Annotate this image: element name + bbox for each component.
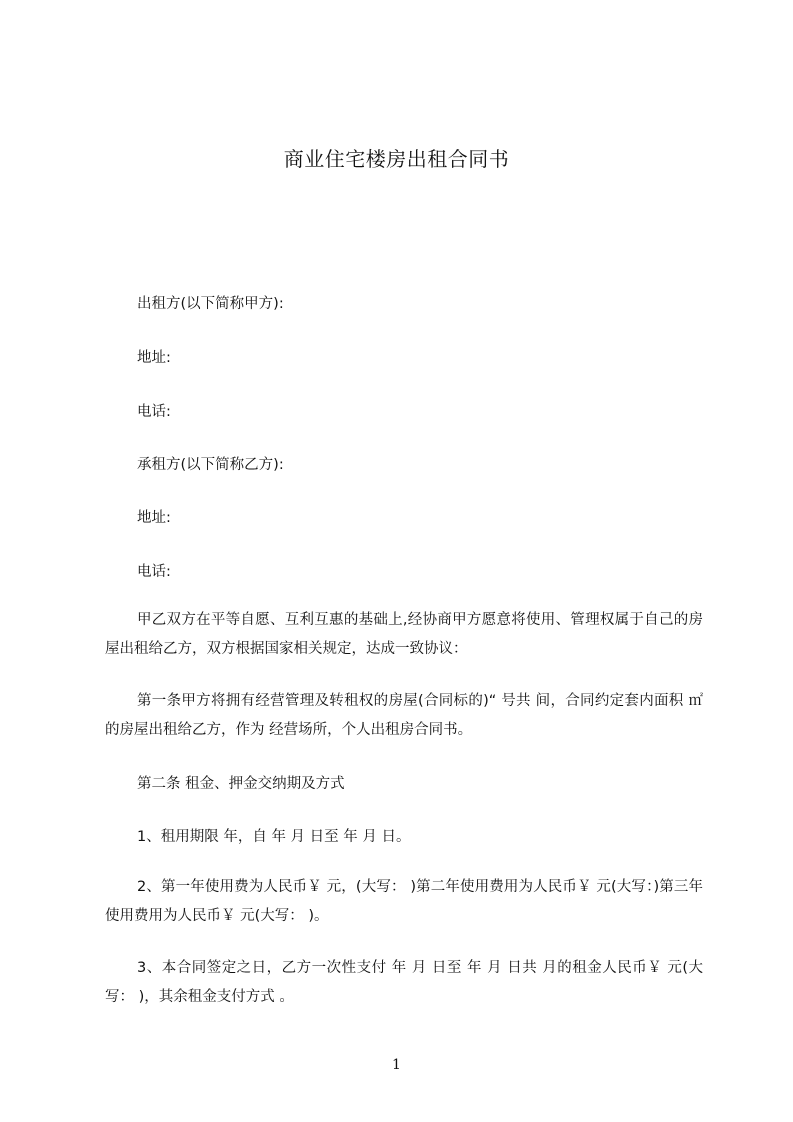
preamble-paragraph: 甲乙双方在平等自愿、互利互惠的基础上,经协商甲方愿意将使用、管理权属于自己的房屋出租给乙方，双方根据国家相关规定，达成一致协议：: [105, 612, 703, 657]
lessor-address-label: 地址:: [137, 350, 171, 366]
lessor-phone-label: 电话:: [137, 404, 171, 420]
clause-1-text: 1、租用期限 年，自 年 月 日至 年 月 日。: [137, 829, 411, 845]
lessee-phone-label: 电话:: [137, 564, 171, 580]
lessee-address-label: 地址:: [137, 510, 171, 526]
clause-3-paragraph: 3、本合同签定之日，乙方一次性支付 年 月 日至 年 月 日共 月的租金人民币￥ 元(大写： )，其余租金支付方式 。: [105, 960, 703, 1005]
lessor-label: 出租方(以下简称甲方):: [137, 296, 284, 312]
clause-2-paragraph: 2、第一年使用费为人民币￥ 元，(大写： )第二年使用费用为人民币￥ 元(大写：)第三年使用费用为人民币￥ 元(大写： )。: [105, 879, 703, 924]
document-title: 商业住宅楼房出租合同书: [283, 147, 510, 171]
page-number: 1: [392, 1057, 401, 1073]
article-1-paragraph: 第一条甲方将拥有经营管理及转租权的房屋(合同标的)“ 号共 间，合同约定套内面积 ㎡的房屋出租给乙方，作为 经营场所，个人出租房合同书。: [105, 693, 703, 738]
article-2-heading: 第二条 租金、押金交纳期及方式: [137, 776, 345, 792]
lessee-label: 承租方(以下简称乙方):: [137, 457, 284, 473]
